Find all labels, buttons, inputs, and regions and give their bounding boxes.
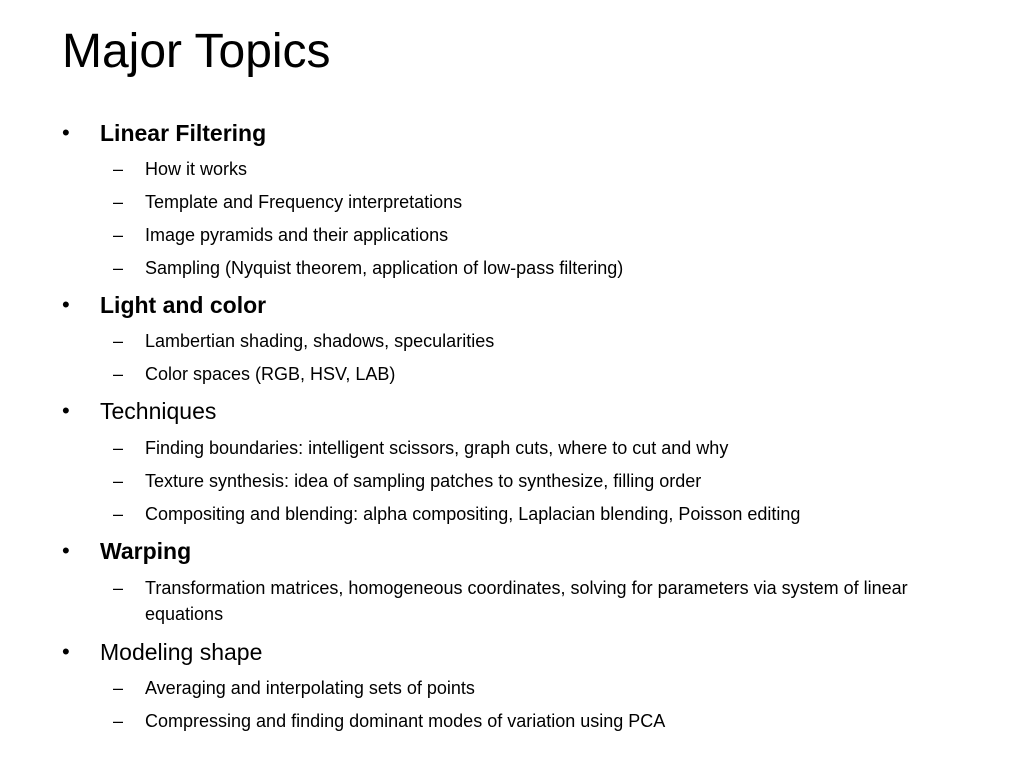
topic-label: Modeling shape <box>100 639 263 665</box>
dash-icon: – <box>113 678 124 698</box>
dash-icon: – <box>113 331 124 351</box>
dash-icon: – <box>113 225 124 245</box>
subtopic-label: Image pyramids and their applications <box>145 225 449 245</box>
dash-icon: – <box>113 471 124 491</box>
subtopic-label: Finding boundaries: intelligent scissors, graph cuts, where to cut and why <box>145 438 729 458</box>
dash-icon: – <box>113 578 124 598</box>
topic-label: Light and color <box>100 292 267 318</box>
bullet-icon: • <box>62 538 70 563</box>
topic-label: Techniques <box>100 398 217 424</box>
topic-label: Warping <box>100 538 192 564</box>
subtopic-label: Color spaces (RGB, HSV, LAB) <box>145 364 396 384</box>
subtopic-label: How it works <box>145 159 248 179</box>
dash-icon: – <box>113 364 124 384</box>
bullet-icon: • <box>62 639 70 664</box>
dash-icon: – <box>113 504 124 524</box>
bullet-icon: • <box>62 120 70 145</box>
subtopic-label: Sampling (Nyquist theorem, application of low-pass filtering) <box>145 258 624 278</box>
bullet-icon: • <box>62 398 70 423</box>
subtopic-label: Template and Frequency interpretations <box>145 192 463 212</box>
dash-icon: – <box>113 159 124 179</box>
bullet-icon: • <box>62 292 70 317</box>
subtopic-label: Compositing and blending: alpha compositing, Laplacian blending, Poisson editing <box>145 504 801 524</box>
subtopic-label: Transformation matrices, homogeneous coordinates, solving for parameters via system of linear equations <box>145 578 908 624</box>
subtopic-label: Averaging and interpolating sets of points <box>145 678 475 698</box>
dash-icon: – <box>113 438 124 458</box>
subtopic-label: Lambertian shading, shadows, specularities <box>145 331 495 351</box>
subtopic-label: Compressing and finding dominant modes of variation using PCA <box>145 711 666 731</box>
slide-title: Major Topics <box>62 25 331 78</box>
subtopic-label: Texture synthesis: idea of sampling patches to synthesize, filling order <box>145 471 702 491</box>
dash-icon: – <box>113 711 124 731</box>
topic-label: Linear Filtering <box>100 120 267 146</box>
dash-icon: – <box>113 192 124 212</box>
dash-icon: – <box>113 258 124 278</box>
